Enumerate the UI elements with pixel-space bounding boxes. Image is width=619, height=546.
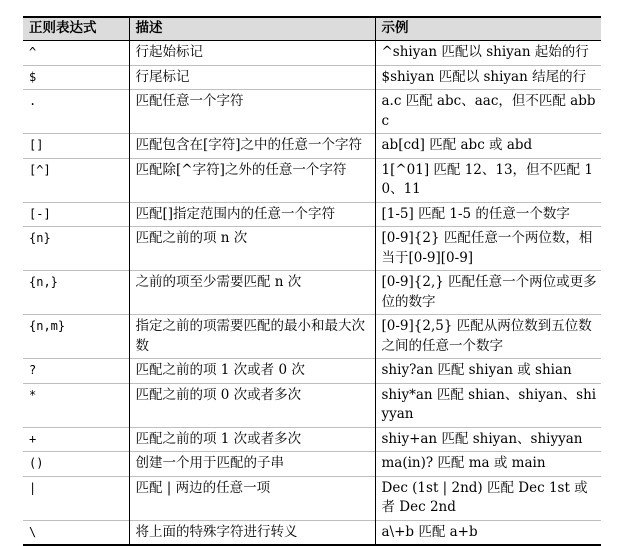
example-cell: shiy*an 匹配 shian、shiyan、shiyyan [375,383,601,427]
regex-cell: | [23,476,129,520]
table-row [23,476,601,520]
table-body [23,41,601,546]
description-cell: 行尾标记 [129,65,375,90]
regex-cell: {n} [23,227,129,271]
description-cell: 将上面的特殊字符进行转义 [129,520,375,545]
regex-cell: . [23,90,129,134]
table-row [23,90,601,134]
regex-cell: {n,} [23,271,129,315]
description-cell: 匹配 | 两边的任意一项 [129,476,375,520]
example-cell: shiy+an 匹配 shiyan、shiyyan [375,427,601,452]
example-cell: [1-5] 匹配 1-5 的任意一个数字 [375,202,601,227]
table-row [23,383,601,427]
table-row [23,427,601,452]
regex-cell: * [23,383,129,427]
example-cell: ma(in)? 匹配 ma 或 main [375,452,601,477]
example-cell: 1[^01] 匹配 12、13，但不匹配 10、11 [375,158,601,202]
example-cell: $shiyan 匹配以 shiyan 结尾的行 [375,65,601,90]
description-cell: 创建一个用于匹配的子串 [129,452,375,477]
example-cell: [0-9]{2,} 匹配任意一个两位或更多位的数字 [375,271,601,315]
table-row [23,227,601,271]
description-cell: 匹配之前的项 1 次或者多次 [129,427,375,452]
regex-cell: [] [23,134,129,159]
description-cell: 指定之前的项需要匹配的最小和最大次数 [129,315,375,359]
description-cell: 匹配之前的项 0 次或者多次 [129,383,375,427]
example-cell: ^shiyan 匹配以 shiyan 起始的行 [375,41,601,66]
example-cell: a.c 匹配 abc、aac，但不匹配 abbc [375,90,601,134]
header-description: 描述 [129,17,375,41]
table-row [23,520,601,545]
description-cell: 匹配任意一个字符 [129,90,375,134]
regex-cell: () [23,452,129,477]
example-cell: ab[cd] 匹配 abc 或 abd [375,134,601,159]
regex-cell: [^] [23,158,129,202]
example-cell: shiy?an 匹配 shiyan 或 shian [375,359,601,384]
table-row [23,202,601,227]
table-row [23,271,601,315]
table-row [23,65,601,90]
description-cell: 匹配[]指定范围内的任意一个字符 [129,202,375,227]
regex-cell: + [23,427,129,452]
regex-cell: {n,m} [23,315,129,359]
table-row [23,359,601,384]
description-cell: 匹配之前的项 1 次或者 0 次 [129,359,375,384]
regex-cell: ? [23,359,129,384]
header-regex: 正则表达式 [23,17,129,41]
example-cell: [0-9]{2,5} 匹配从两位数到五位数之间的任意一个数字 [375,315,601,359]
description-cell: 之前的项至少需要匹配 n 次 [129,271,375,315]
regex-cell: ^ [29,45,37,59]
table-row [23,452,601,477]
description-cell: 行起始标记 [129,41,375,66]
regex-cell: [-] [23,202,129,227]
regex-reference-table [23,16,601,546]
table-header-row [23,17,601,41]
table-row [23,315,601,359]
example-cell: Dec (1st | 2nd) 匹配 Dec 1st 或者 Dec 2nd [375,476,601,520]
description-cell: 匹配包含在[字符]之中的任意一个字符 [129,134,375,159]
regex-cell: $ [23,65,129,90]
description-cell: 匹配除[^字符]之外的任意一个字符 [129,158,375,202]
table-row [23,41,601,66]
header-example: 示例 [375,17,601,41]
table-row [23,158,601,202]
table-row [23,134,601,159]
example-cell: a\+b 匹配 a+b [375,520,601,545]
regex-cell: \ [23,520,129,545]
example-cell: [0-9]{2} 匹配任意一个两位数，相当于[0-9][0-9] [375,227,601,271]
description-cell: 匹配之前的项 n 次 [129,227,375,271]
